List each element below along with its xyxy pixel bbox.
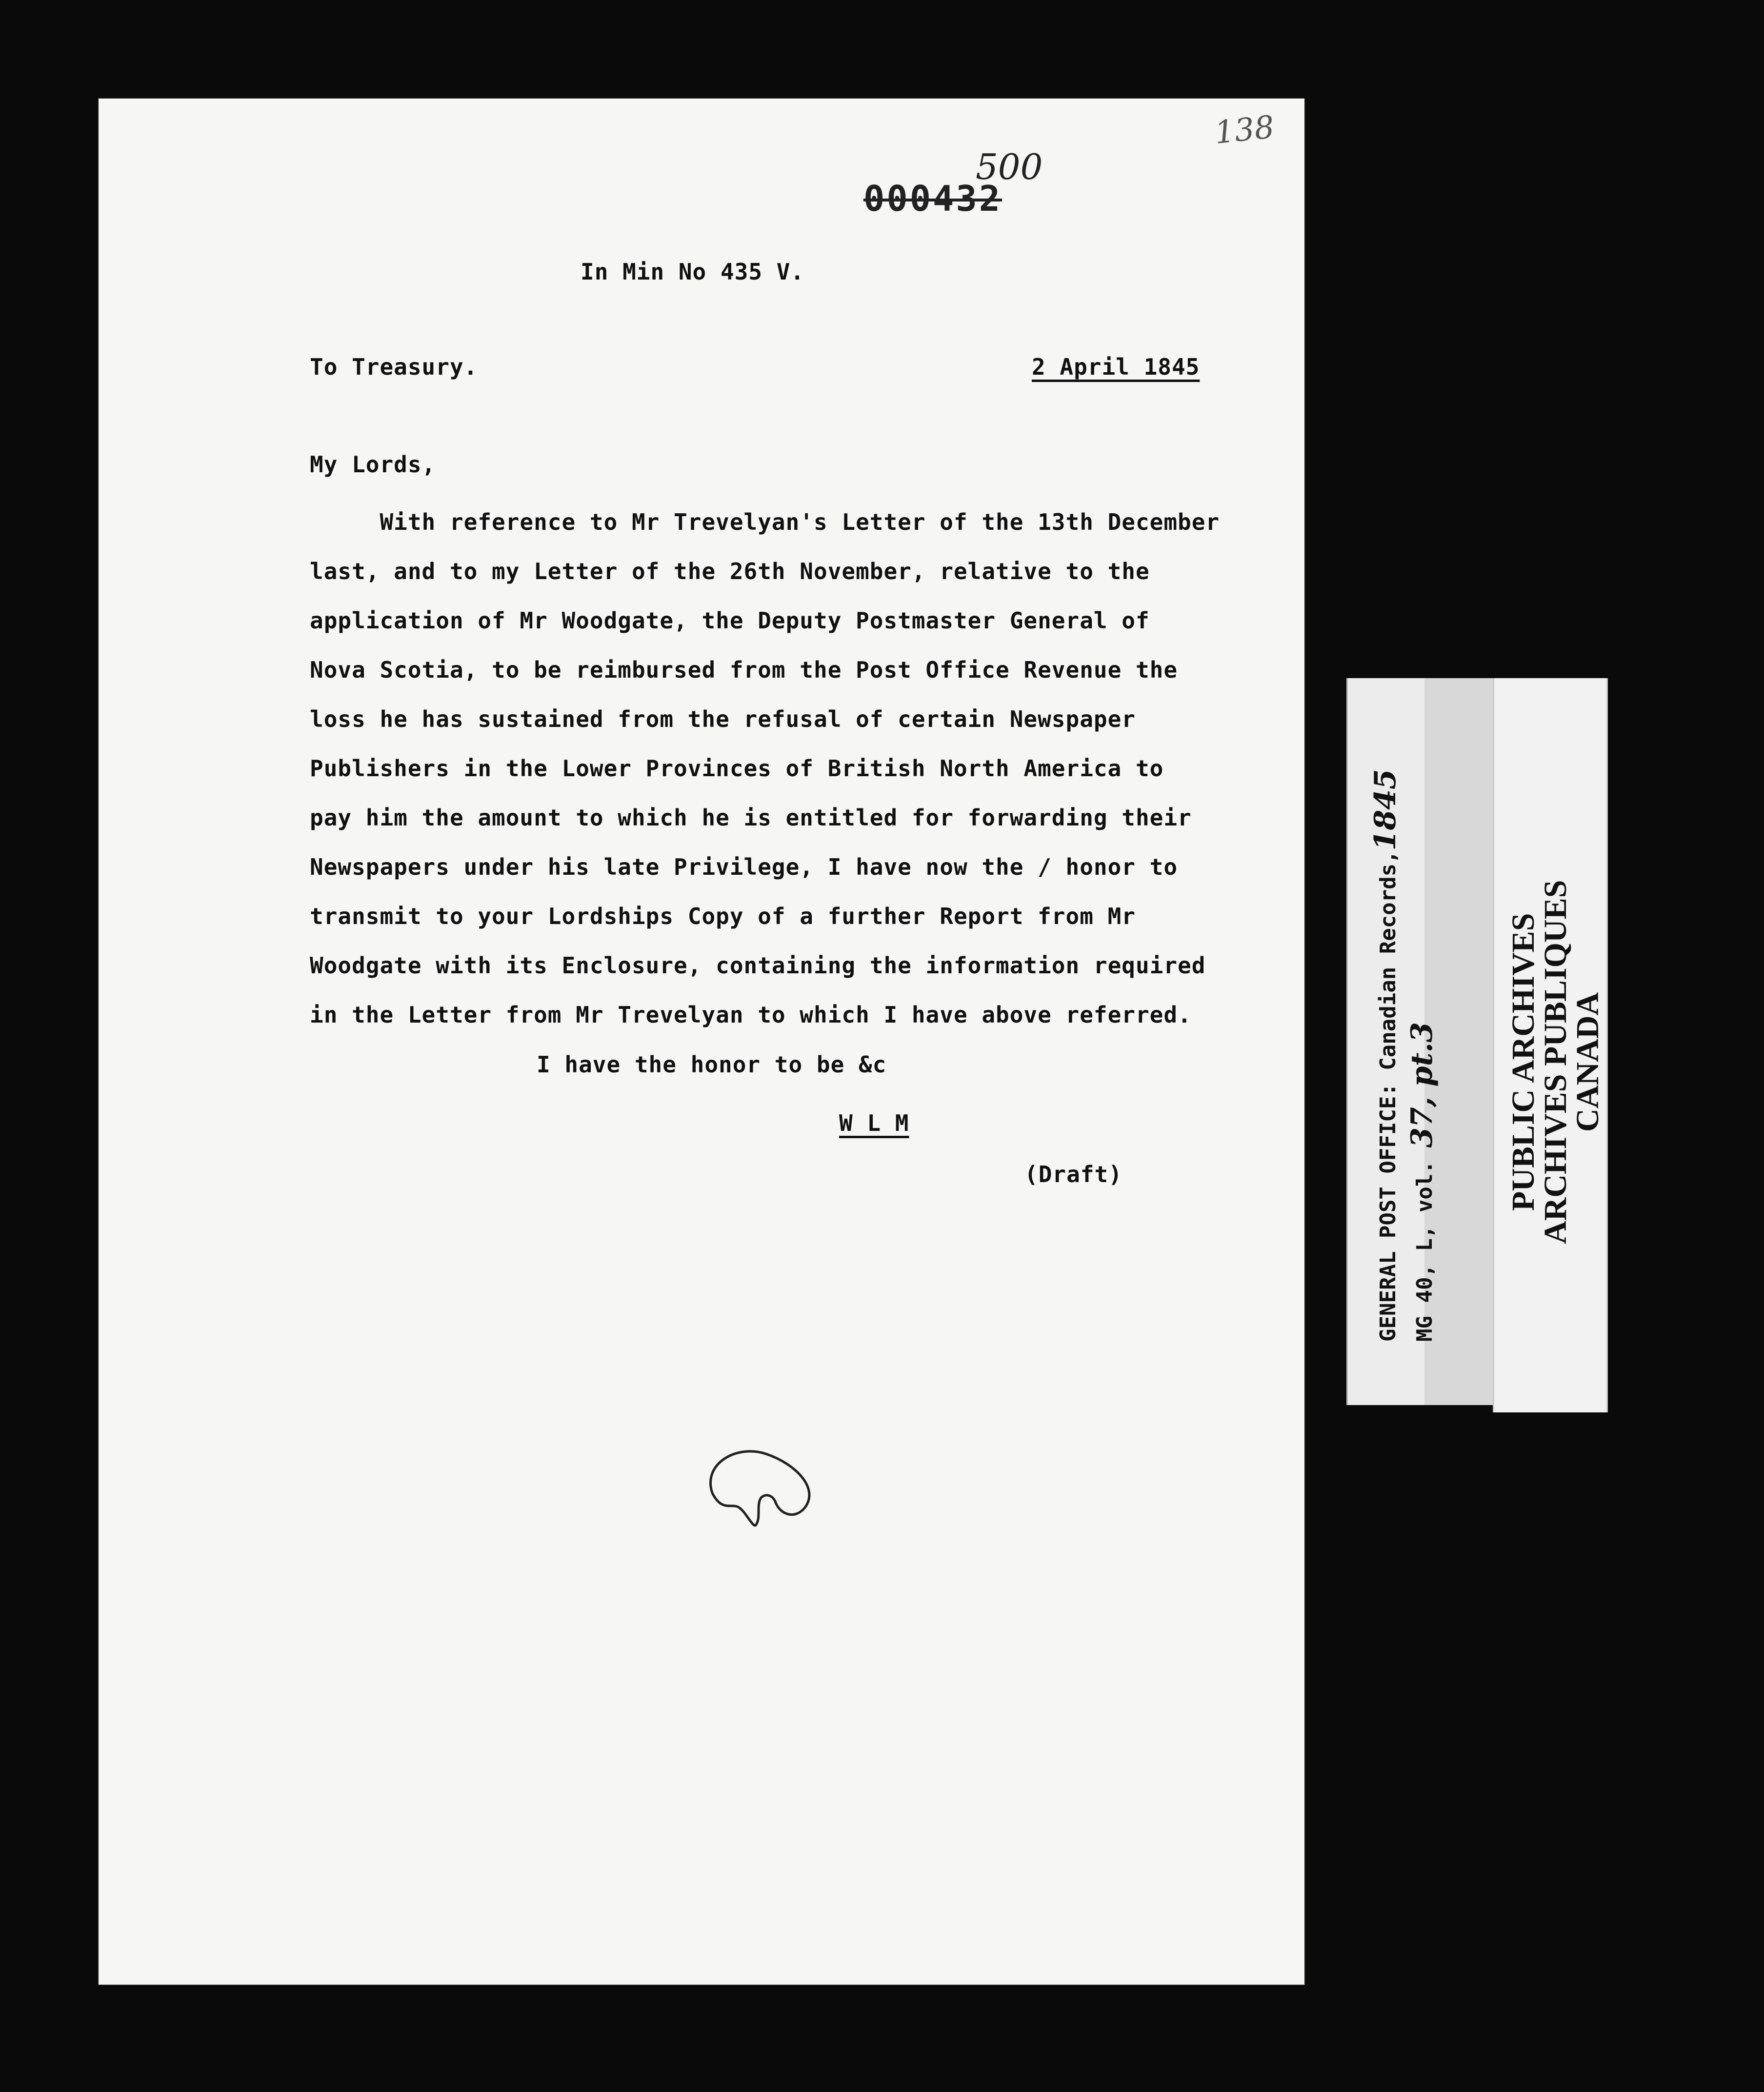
- body-line: application of Mr Woodgate, the Deputy Postmaster General of: [310, 607, 1150, 634]
- archive-label-volume-number: 37, pt.3: [1405, 1022, 1439, 1148]
- archive-label-volume: [1405, 1022, 1439, 1342]
- body-line: in the Letter from Mr Trevelyan to which I have above referred.: [310, 1002, 1192, 1028]
- pencil-scribble: [693, 1434, 839, 1542]
- archive-label-collection: [1368, 769, 1403, 1342]
- archive-label-institution: [1507, 880, 1604, 1244]
- body-line: Publishers in the Lower Provinces of British North America to: [310, 755, 1164, 782]
- body-line: Newspapers under his late Privilege, I have now the / honor to: [310, 854, 1178, 880]
- body-line: pay him the amount to which he is entitled for forwarding their: [310, 805, 1192, 831]
- draft-note: (Draft): [1024, 1161, 1123, 1187]
- archive-label-year: 1845: [1368, 769, 1403, 851]
- archive-label-volume-text: MG 40, L, vol.: [1412, 1161, 1437, 1342]
- body-line: last, and to my Letter of the 26th November, relative to the: [310, 558, 1150, 584]
- body-line: With reference to Mr Trevelyan's Letter of the 13th December: [310, 509, 1220, 535]
- body-line: Nova Scotia, to be reimbursed from the Post Office Revenue the: [310, 657, 1178, 683]
- folio-number: 138: [1213, 109, 1276, 152]
- addressee: To Treasury.: [310, 354, 478, 380]
- minute-reference: In Min No 435 V.: [581, 259, 805, 285]
- body-line: transmit to your Lordships Copy of a further Report from Mr: [310, 903, 1136, 929]
- signature-initials: W L M: [839, 1110, 909, 1136]
- archive-label-collection-text: GENERAL POST OFFICE: Canadian Records,: [1376, 850, 1401, 1342]
- registry-number-new: 500: [976, 146, 1043, 187]
- body-line: Woodgate with its Enclosure, containing the information required: [310, 952, 1206, 979]
- closing-line: I have the honor to be &c: [537, 1051, 887, 1078]
- body-line: loss he has sustained from the refusal of certain Newspaper: [310, 706, 1136, 732]
- document-page: [98, 98, 1305, 1986]
- archive-label-institution-en: PUBLIC ARCHIVES: [1505, 913, 1541, 1211]
- letter-body: [310, 498, 1220, 1040]
- archive-label-country: CANADA: [1570, 992, 1605, 1132]
- registry-number-old: 000432: [863, 178, 1002, 219]
- letter-date: 2 April 1845: [1032, 354, 1200, 380]
- salutation: My Lords,: [310, 451, 436, 478]
- archive-label-institution-fr: ARCHIVES PUBLIQUES: [1538, 880, 1573, 1244]
